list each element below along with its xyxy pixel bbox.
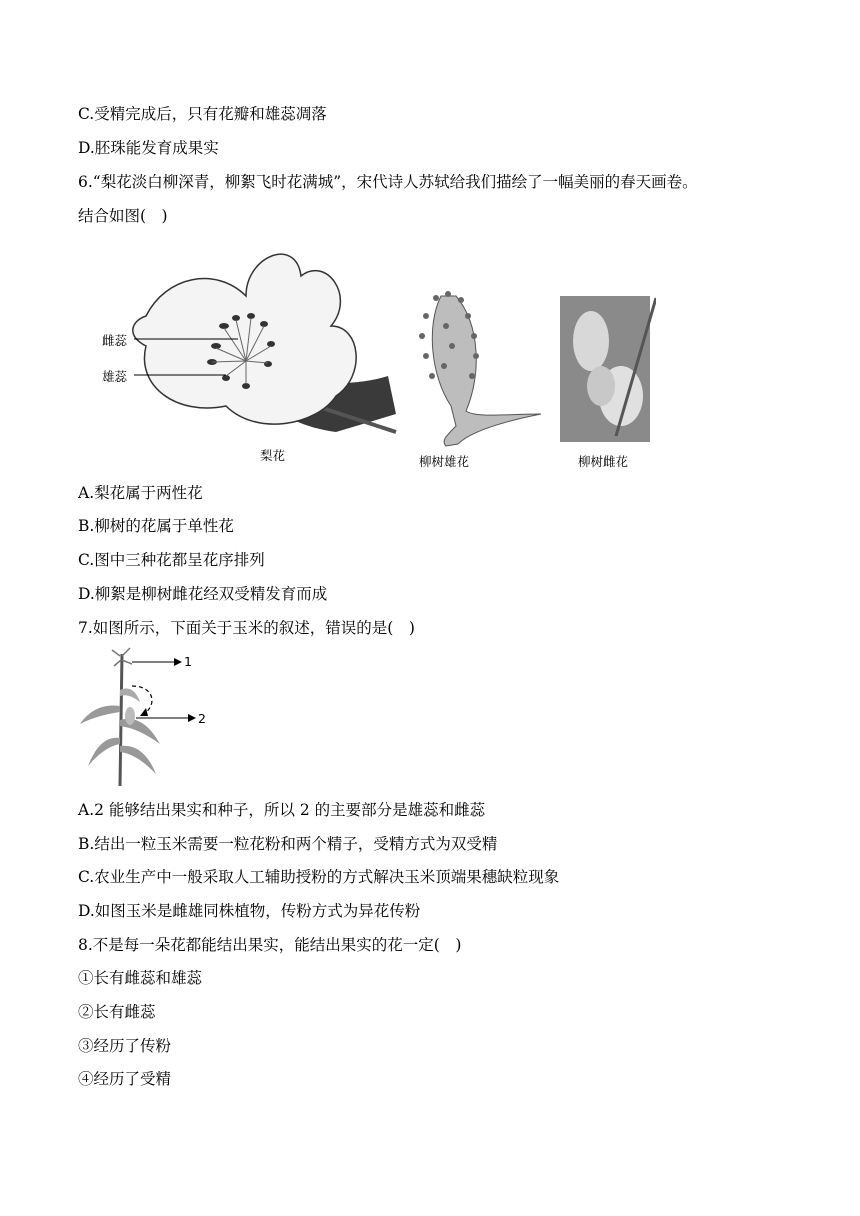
- q8-item-1: ①长有雌蕊和雄蕊: [78, 969, 203, 987]
- pear-flower-image: [133, 254, 396, 432]
- option-c-prev: C.受精完成后，只有花瓣和雄蕊凋落: [78, 105, 327, 123]
- figure-6: [96, 236, 656, 472]
- option-d-prev: D.胚珠能发育成果实: [78, 139, 219, 157]
- q8-stem: 8.不是每一朵花都能结出果实，能结出果实的花一定( ): [78, 936, 462, 954]
- q6-option-d: D.柳絮是柳树雌花经双受精发育而成: [78, 585, 328, 603]
- q6-stem-cont: 结合如图( ): [78, 207, 168, 225]
- willow-female-flower-image: [560, 296, 656, 442]
- label-pistil: 雌蕊: [102, 333, 128, 348]
- q6-option-b: B.柳树的花属于单性花: [78, 517, 234, 535]
- q6-option-a: A.梨花属于两性花: [78, 484, 203, 502]
- corn-plant-image: [80, 648, 160, 786]
- q8-item-4: ④经历了受精: [78, 1070, 172, 1088]
- q8-item-2: ②长有雌蕊: [78, 1003, 156, 1021]
- q7-option-d: D.如图玉米是雌雄同株植物，传粉方式为异花传粉: [78, 902, 421, 920]
- figure-7: [76, 646, 226, 788]
- q7-stem: 7.如图所示，下面关于玉米的叙述，错误的是( ): [78, 619, 415, 637]
- q7-option-b: B.结出一粒玉米需要一粒花粉和两个精子，受精方式为双受精: [78, 835, 498, 853]
- caption-willow-male: 柳树雄花: [419, 454, 470, 469]
- label-1: 1: [184, 654, 192, 669]
- q6-option-c: C.图中三种花都呈花序排列: [78, 551, 265, 569]
- label-stamen: 雄蕊: [102, 369, 128, 384]
- caption-willow-female: 柳树雌花: [578, 454, 629, 469]
- q7-option-c: C.农业生产中一般采取人工辅助授粉的方式解决玉米顶端果穗缺粒现象: [78, 868, 560, 886]
- q8-item-3: ③经历了传粉: [78, 1037, 172, 1055]
- label-2: 2: [198, 711, 206, 726]
- willow-male-flower-image: [419, 291, 541, 446]
- figure-6-svg: [96, 236, 656, 472]
- q6-stem: 6.“梨花淡白柳深青，柳絮飞时花满城”，宋代诗人苏轼给我们描绘了一幅美丽的春天画卷。: [78, 173, 698, 191]
- q7-option-a: A.2 能够结出果实和种子，所以 2 的主要部分是雄蕊和雌蕊: [78, 801, 486, 819]
- caption-pear-flower: 梨花: [260, 448, 286, 463]
